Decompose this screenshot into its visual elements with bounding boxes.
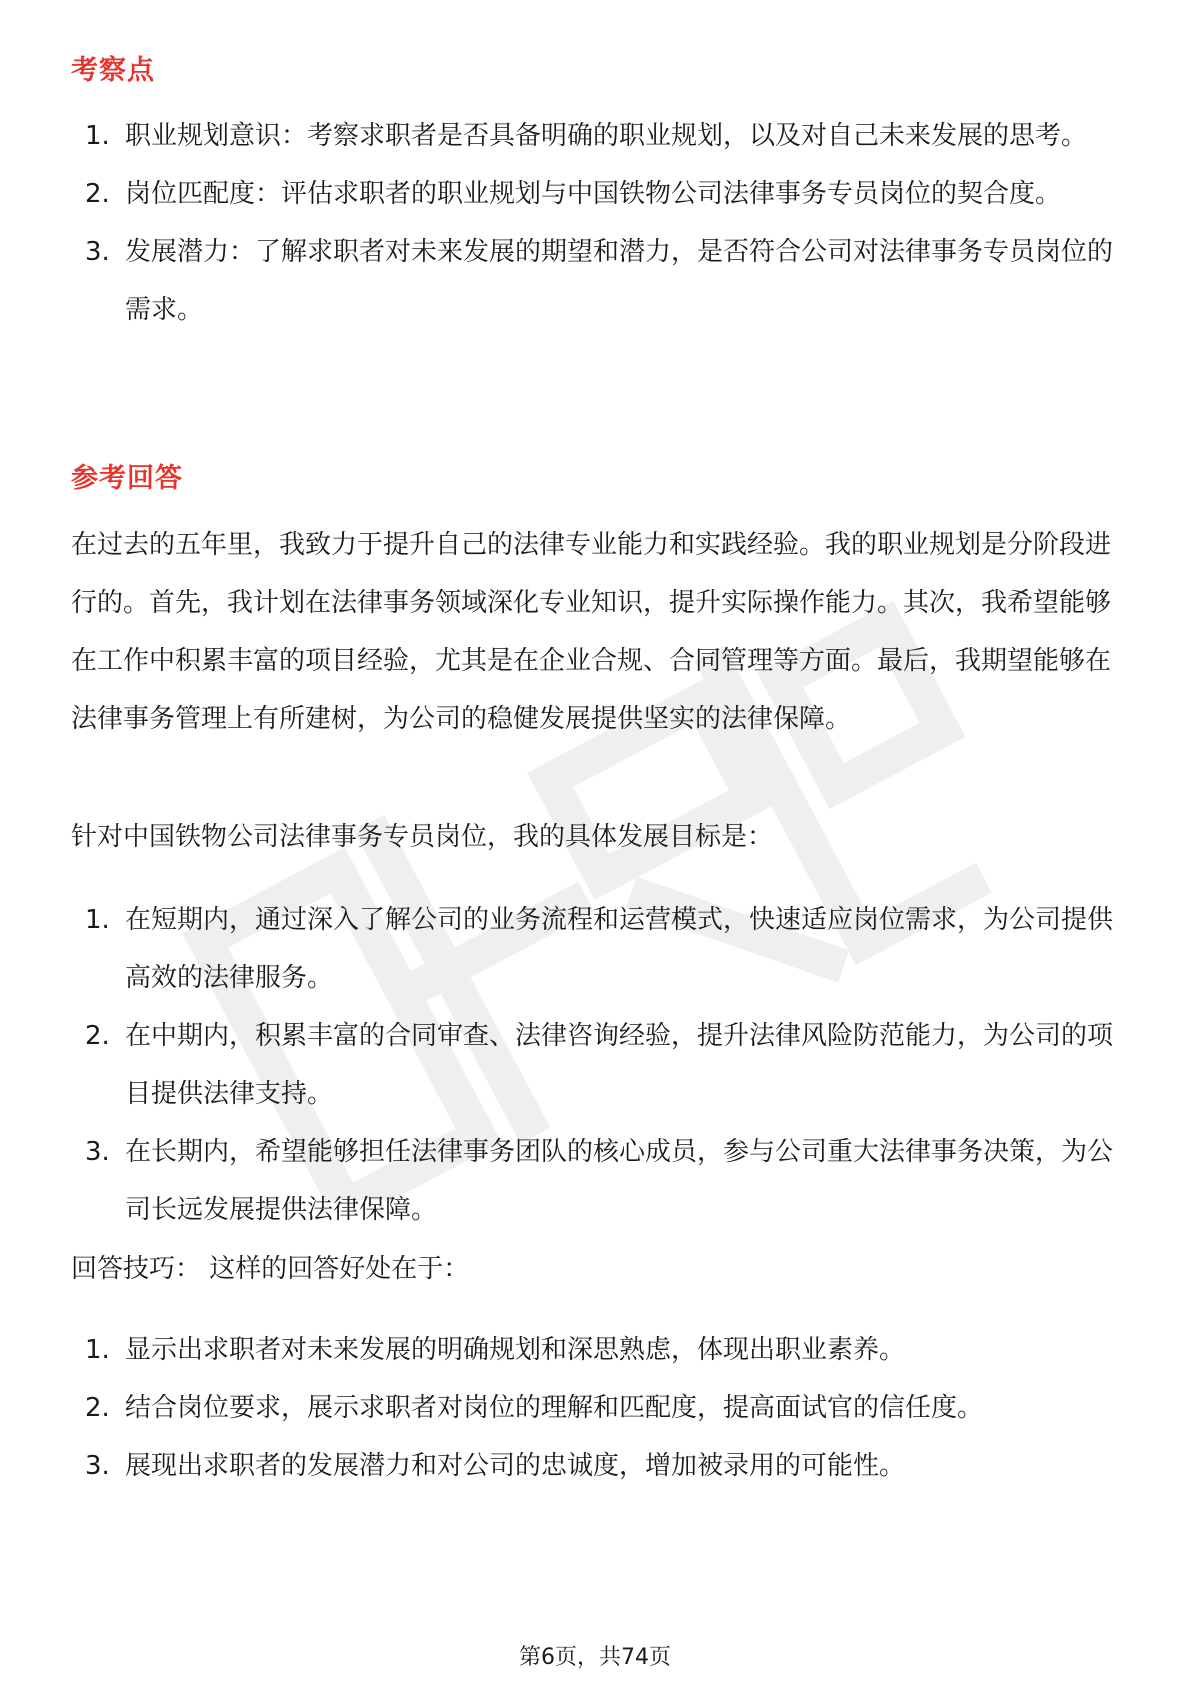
answer-paragraph: 在过去的五年里，我致力于提升自己的法律专业能力和实践经验。我的职业规划是分阶段进行的。首先，我计划在法律事务领域深化专业知识，提升实际操作能力。其次，我希望能够在工作中积累丰富的项目经验，尤其是在企业合规、合同管理等方面。最后，我期望能够在法律事务管理上有所建树，为公司的稳健发展提供坚实的法律保障。 [71, 530, 1112, 734]
tips-intro: 回答技巧： 这样的回答好处在于： [71, 1254, 470, 1284]
list-item [71, 223, 1121, 339]
goals-list [71, 891, 1121, 1239]
list-item [71, 1007, 1121, 1123]
tips-list [71, 1321, 1121, 1495]
list-item-number: 3. [85, 237, 110, 267]
goals-intro: 针对中国铁物公司法律事务专员岗位，我的具体发展目标是： [71, 822, 774, 852]
list-item [71, 1379, 1121, 1437]
answer-section-title: 参考回答 [71, 463, 183, 494]
list-item-text: 岗位匹配度：评估求职者的职业规划与中国铁物公司法律事务专员岗位的契合度。 [125, 179, 1062, 209]
list-item-number: 1. [85, 121, 110, 151]
list-item [71, 1123, 1121, 1239]
list-item-number: 3. [85, 1137, 110, 1167]
list-item-text: 展现出求职者的发展潜力和对公司的忠诚度，增加被录用的可能性。 [125, 1451, 906, 1481]
list-item-text: 在长期内，希望能够担任法律事务团队的核心成员，参与公司重大法律事务决策，为公司长远发展提供法律保障。 [125, 1137, 1114, 1225]
list-item-number: 1. [85, 905, 110, 935]
list-item-text: 结合岗位要求，展示求职者对岗位的理解和匹配度，提高面试官的信任度。 [125, 1393, 984, 1423]
list-item [71, 1321, 1121, 1379]
list-item [71, 891, 1121, 1007]
list-item-number: 1. [85, 1335, 110, 1365]
list-item [71, 165, 1121, 223]
list-item-text: 发展潜力：了解求职者对未来发展的期望和潜力，是否符合公司对法律事务专员岗位的需求。 [125, 237, 1114, 325]
list-item-number: 2. [85, 179, 110, 209]
list-item [71, 1437, 1121, 1495]
focus-list [71, 107, 1121, 339]
list-item-number: 3. [85, 1451, 110, 1481]
list-item-text: 显示出求职者对未来发展的明确规划和深思熟虑，体现出职业素养。 [125, 1335, 906, 1365]
page-number-footer: 第6页，共74页 [519, 1645, 671, 1670]
list-item-text: 职业规划意识：考察求职者是否具备明确的职业规划，以及对自己未来发展的思考。 [125, 121, 1088, 151]
list-item-number: 2. [85, 1021, 110, 1051]
list-item [71, 107, 1121, 165]
list-item-text: 在短期内，通过深入了解公司的业务流程和运营模式，快速适应岗位需求，为公司提供高效的法律服务。 [125, 905, 1114, 993]
list-item-number: 2. [85, 1393, 110, 1423]
list-item-text: 在中期内，积累丰富的合同审查、法律咨询经验，提升法律风险防范能力，为公司的项目提供法律支持。 [125, 1021, 1114, 1109]
focus-section-title: 考察点 [71, 55, 155, 86]
